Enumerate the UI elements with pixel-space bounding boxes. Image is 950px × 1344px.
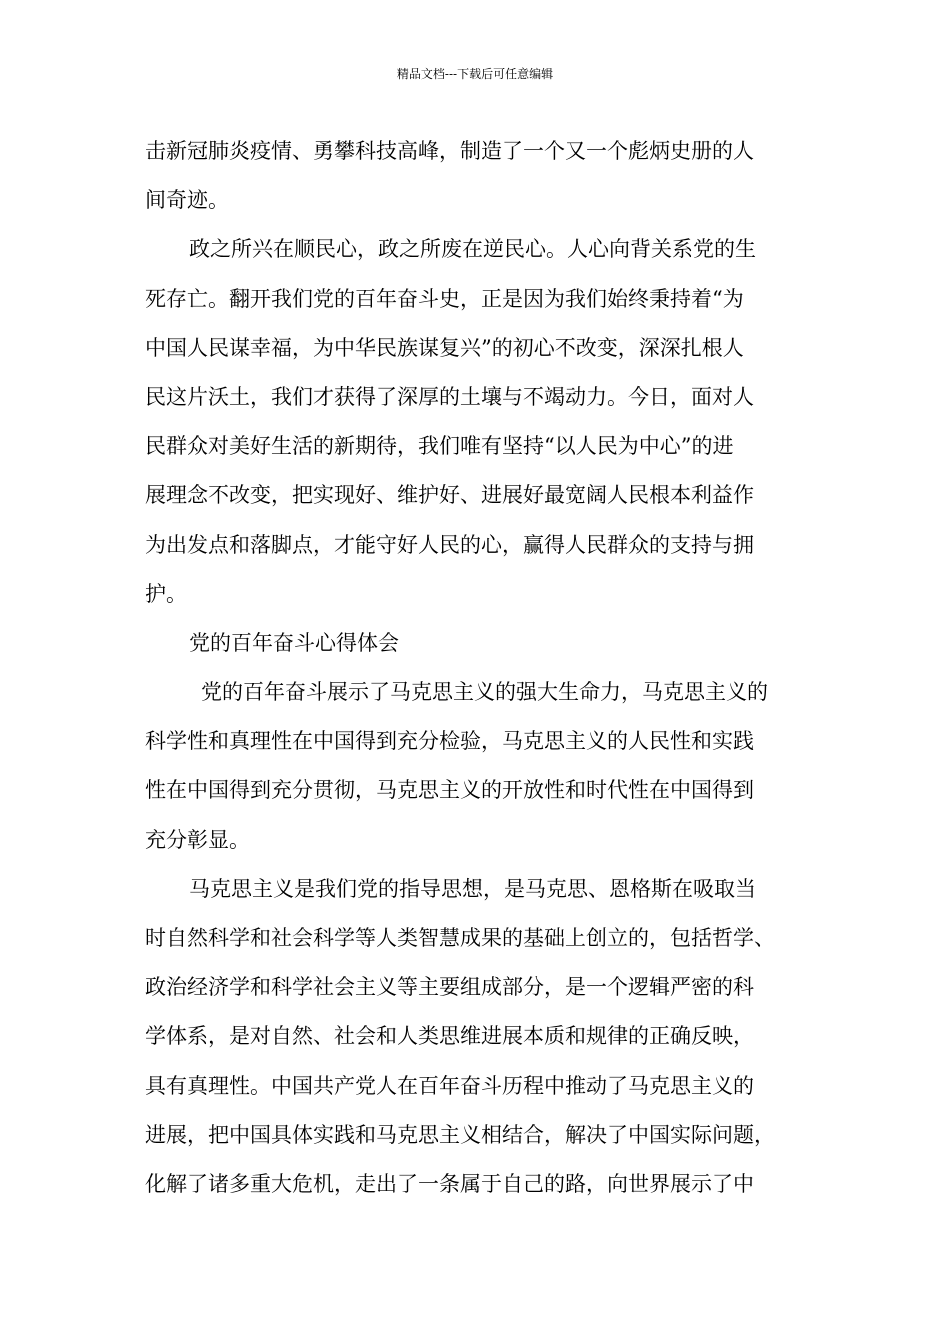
text-line: 具有真理性。中国共产党人在百年奋斗历程中推动了马克思主义的 <box>145 1073 754 1098</box>
text-line: 民群众对美好生活的新期待，我们唯有坚持“以人民为中心”的进 <box>145 434 734 459</box>
paragraph-start-line: 政之所兴在顺民心，政之所废在逆民心。人心向背关系党的生 <box>189 237 756 262</box>
text-line: 死存亡。翻开我们党的百年奋斗史，正是因为我们始终秉持着“为 <box>145 286 744 311</box>
text-line: 科学性和真理性在中国得到充分检验，马克思主义的人民性和实践 <box>145 729 754 754</box>
text-line: 击新冠肺炎疫情、勇攀科技高峰，制造了一个又一个彪炳史册的人 <box>145 139 754 163</box>
text-line: 政治经济学和科学社会主义等主要组成部分，是一个逻辑严密的科 <box>145 975 754 1000</box>
section-heading: 党的百年奋斗心得体会 <box>189 630 399 655</box>
paragraph-start-line: 党的百年奋斗展示了马克思主义的强大生命力，马克思主义的 <box>201 680 768 705</box>
text-line: 护。 <box>145 581 187 606</box>
page-header: 精品文档---下载后可任意编辑 <box>396 67 554 81</box>
document-body <box>145 127 825 1209</box>
text-line: 充分彰显。 <box>145 827 250 852</box>
text-line: 性在中国得到充分贯彻，马克思主义的开放性和时代性在中国得到 <box>145 778 754 803</box>
text-line: 民这片沃土，我们才获得了深厚的土壤与不竭动力。今日，面对人 <box>145 384 754 409</box>
text-line: 间奇迹。 <box>145 188 229 213</box>
text-line: 学体系，是对自然、社会和人类思维进展本质和规律的正确反映， <box>145 1024 754 1049</box>
text-line: 进展，把中国具体实践和马克思主义相结合，解决了中国实际问题， <box>145 1122 775 1147</box>
text-line: 化解了诸多重大危机，走出了一条属于自己的路，向世界展示了中 <box>145 1171 754 1196</box>
text-line: 中国人民谋幸福，为中华民族谋复兴”的初心不改变，深深扎根人 <box>145 335 744 360</box>
text-line: 展理念不改变，把实现好、维护好、进展好最宽阔人民根本利益作 <box>145 483 754 508</box>
text-line: 为出发点和落脚点，才能守好人民的心，赢得人民群众的支持与拥 <box>145 532 754 557</box>
paragraph-start-line: 马克思主义是我们党的指导思想，是马克思、恩格斯在吸取当 <box>189 876 756 901</box>
text-line: 时自然科学和社会科学等人类智慧成果的基础上创立的，包括哲学、 <box>145 926 775 950</box>
